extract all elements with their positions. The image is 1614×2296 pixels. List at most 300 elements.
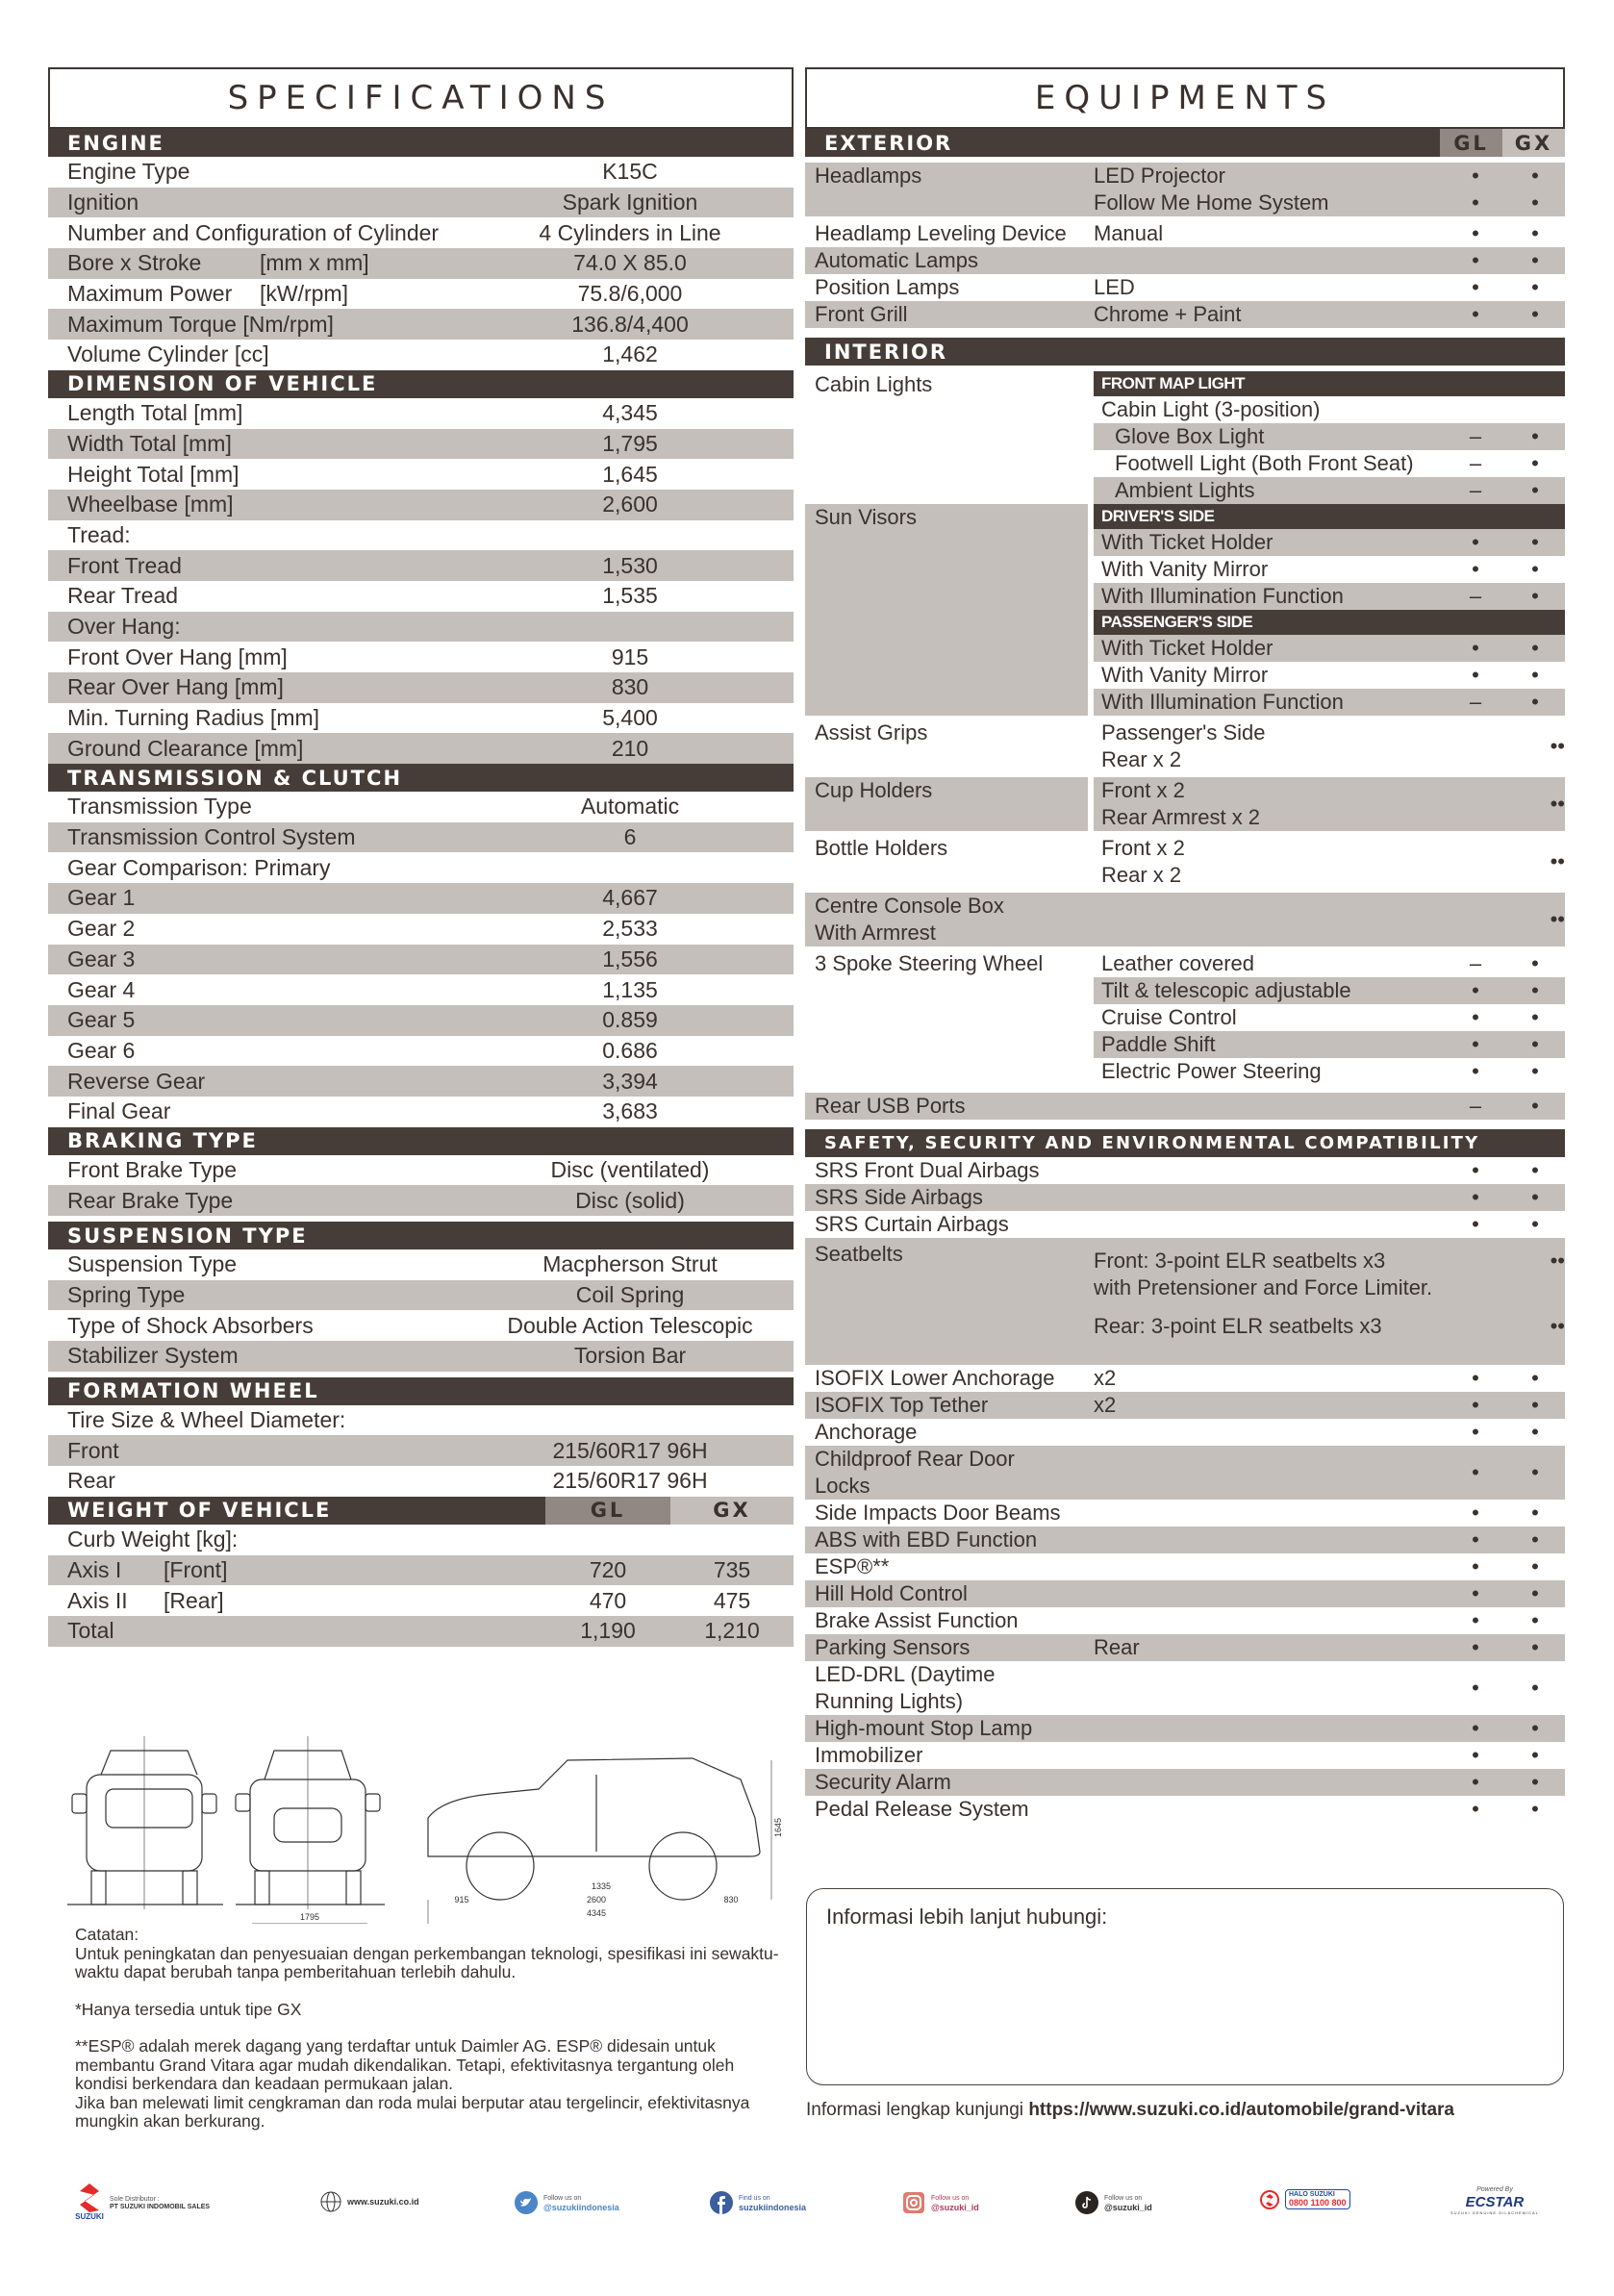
gl-availability: •	[1472, 1158, 1479, 1182]
gx-availability: •	[1531, 636, 1539, 660]
engine-heading: ENGINE	[48, 129, 794, 157]
spec-row	[48, 642, 794, 672]
spec-label: Number and Configuration of Cylinder	[67, 219, 440, 245]
globe-icon	[320, 2191, 341, 2212]
equipment-row	[805, 247, 1565, 274]
gx-availability: •	[1531, 1635, 1539, 1659]
equipment-desc: With Vanity Mirror	[1101, 557, 1269, 581]
gl-availability: •	[1472, 275, 1479, 299]
gx-availability: •	[1531, 1676, 1539, 1700]
gl-value: 1,190	[580, 1618, 636, 1644]
gl-availability: –	[1469, 690, 1482, 714]
height-label: 1645	[773, 1817, 783, 1838]
spec-label: Gear 6	[67, 1037, 136, 1063]
driver-side-heading: DRIVER'S SIDE	[1094, 504, 1565, 529]
equipment-desc: Tilt & telescopic adjustable	[1101, 978, 1351, 1002]
gl-availability: •	[1472, 557, 1479, 581]
equipment-line	[1094, 1031, 1565, 1058]
equipment-name: Assist Grips	[815, 720, 928, 744]
facebook-block[interactable]: Find us on suzukiindonesia	[710, 2191, 806, 2214]
tiktok-icon	[1075, 2191, 1098, 2214]
gx-availability: •	[1531, 248, 1539, 272]
spec-row	[48, 1435, 794, 1466]
spec-row	[48, 157, 794, 188]
equipment-name: Side Impacts Door Beams	[815, 1501, 1061, 1525]
gl-availability: •	[1550, 907, 1558, 931]
exterior-heading: EXTERIOR GL GX	[805, 129, 1565, 157]
equipment-row	[805, 1769, 1565, 1796]
gl-availability: •	[1472, 1581, 1479, 1605]
spec-label: Rear Brake Type	[67, 1187, 234, 1213]
spec-value: Double Action Telescopic	[507, 1312, 753, 1338]
equipment-name: High-mount Stop Lamp	[815, 1716, 1033, 1740]
spec-label: Front	[67, 1437, 119, 1463]
spec-row	[48, 1185, 794, 1216]
equipment-line	[1094, 477, 1565, 504]
spec-label: Gear 5	[67, 1007, 136, 1033]
equipment-desc	[1094, 1553, 1446, 1580]
equipment-row	[805, 893, 1565, 946]
equipment-desc	[1094, 1769, 1446, 1796]
footer	[0, 2183, 1614, 2241]
equipment-desc	[1094, 1607, 1446, 1634]
spec-row	[48, 792, 794, 822]
equipment-name: Parking Sensors	[815, 1635, 971, 1659]
weight-row	[48, 1616, 794, 1647]
spec-row	[48, 945, 794, 975]
weight-row	[48, 1585, 794, 1616]
spec-label: Suspension Type	[67, 1251, 238, 1277]
weight-unit: [Rear]	[164, 1587, 224, 1613]
equipment-row	[805, 1526, 1565, 1553]
spec-value: 136.8/4,400	[571, 311, 689, 337]
spec-value: Disc (solid)	[575, 1187, 685, 1213]
equipment-name: Sun Visors	[805, 504, 1088, 716]
spec-value: 0.859	[602, 1007, 658, 1033]
equipment-desc	[1094, 1419, 1446, 1446]
gx-availability: •	[1557, 792, 1565, 816]
rear-overhang-label: 830	[723, 1895, 739, 1905]
weight-label: Total	[67, 1618, 114, 1644]
spec-value: 74.0 X 85.0	[573, 250, 687, 276]
spec-row	[48, 248, 794, 279]
spec-value: 75.8/6,000	[577, 281, 683, 307]
visit-info: Informasi lengkap kunjungi https://www.suzuki.co.id/automobile/grand-vitara	[806, 2100, 1454, 2120]
spec-row	[48, 398, 794, 429]
gx-availability: •	[1531, 1366, 1539, 1390]
equipment-desc: x2	[1094, 1393, 1117, 1417]
spec-label: Front Tread	[67, 552, 182, 578]
spec-unit: [kW/rpm]	[260, 281, 348, 307]
spec-row	[48, 1036, 794, 1067]
spec-value: 2,533	[602, 916, 658, 942]
equipment-desc: Leather covered	[1101, 951, 1254, 975]
gx-availability: •	[1531, 1527, 1539, 1552]
halo-suzuki-icon	[1260, 2190, 1279, 2209]
gx-availability: •	[1531, 1608, 1539, 1632]
spec-value: 4,345	[602, 400, 658, 426]
gl-availability: •	[1472, 1554, 1479, 1578]
gl-availability: •	[1550, 734, 1558, 758]
notes-paragraph-3: **ESP® adalah merek dagang yang terdaftar untuk Daimler AG. ESP® didesain untuk membantu Grand Vitara agar mudah dikendalikan. Tetapi, efektivitasnya tergantung oleh kondisi berkendara dan keadaan permukaan jalan.	[75, 2036, 735, 2093]
spec-value: 215/60R17 96H	[552, 1437, 708, 1463]
instagram-block[interactable]: Follow us on @suzuki_id	[902, 2191, 979, 2214]
spec-label: Gear Comparison: Primary	[67, 854, 331, 880]
weight-heading: WEIGHT OF VEHICLE GL GX	[48, 1497, 794, 1525]
gx-availability: •	[1531, 1212, 1539, 1236]
spec-value: 1,645	[602, 461, 658, 487]
suzuki-logo-icon	[75, 2183, 104, 2212]
spec-value: 1,556	[602, 946, 658, 971]
gx-availability: •	[1531, 1743, 1539, 1767]
spec-value: 2,600	[602, 492, 658, 517]
equipment-desc	[1094, 1211, 1446, 1238]
equipment-name: Position Lamps	[815, 275, 960, 299]
equipment-desc	[1094, 1500, 1446, 1526]
twitter-block[interactable]: Follow us on @suzukiindonesia	[515, 2191, 619, 2214]
equipment-desc: With Ticket Holder	[1101, 530, 1274, 554]
equipment-line	[805, 247, 1565, 274]
equipment-desc	[1094, 247, 1446, 274]
equipment-desc: Ambient Lights	[1115, 478, 1255, 502]
spec-row	[48, 612, 794, 643]
center-dimension-label: 1335	[591, 1881, 612, 1891]
weight-row	[48, 1525, 794, 1555]
equipment-row	[805, 719, 1565, 773]
gx-availability: •	[1531, 1185, 1539, 1209]
equipment-name: SRS Front Dual Airbags	[815, 1158, 1040, 1182]
gx-availability: •	[1531, 584, 1539, 608]
weight-label: Axis II	[67, 1587, 128, 1613]
exterior-table	[805, 163, 1565, 328]
gx-value: 1,210	[704, 1618, 760, 1644]
gx-availability: •	[1531, 451, 1539, 475]
gl-availability: •	[1472, 190, 1479, 214]
gl-availability: •	[1472, 1059, 1479, 1083]
transmission-heading: TRANSMISSION & CLUTCH	[48, 764, 794, 792]
equipment-name: SRS Curtain Airbags	[815, 1212, 1009, 1236]
equipment-row	[805, 1742, 1565, 1769]
gx-availability: •	[1557, 1314, 1565, 1338]
length-label: 4345	[586, 1908, 607, 1918]
gx-availability: •	[1531, 1032, 1539, 1056]
equipment-row	[805, 1365, 1565, 1392]
safety-table	[805, 1157, 1565, 1823]
vehicle-dimension-drawing	[58, 1722, 808, 1924]
spec-label: Rear Tread	[67, 583, 179, 609]
equipment-name: Rear USB Ports	[815, 1094, 966, 1118]
specifications-column	[48, 67, 794, 1647]
gl-availability: •	[1472, 1005, 1479, 1029]
equipment-desc: Paddle Shift	[1101, 1032, 1216, 1056]
equipment-row	[805, 1715, 1565, 1742]
equipment-line	[1094, 529, 1565, 556]
gl-availability: –	[1469, 478, 1482, 502]
spec-label: Min. Turning Radius [mm]	[67, 705, 320, 731]
gl-availability: •	[1550, 792, 1558, 816]
equipment-line	[1094, 1058, 1565, 1085]
specifications-title: SPECIFICATIONS	[48, 67, 794, 129]
gx-availability: •	[1557, 1249, 1565, 1273]
gl-availability	[1446, 396, 1505, 423]
spec-row	[48, 1280, 794, 1311]
gl-availability: •	[1472, 636, 1479, 660]
equipment-name: Bottle Holders	[815, 836, 948, 860]
equipment-desc: Front: 3-point ELR seatbelts x3 with Pretensioner and Force Limiter.	[1094, 1249, 1433, 1299]
equipments-title: EQUIPMENTS	[805, 67, 1565, 129]
gl-availability: •	[1472, 1716, 1479, 1740]
spec-row	[48, 703, 794, 734]
website-link[interactable]: https://www.suzuki.co.id/automobile/grand-vitara	[1028, 2100, 1454, 2120]
gl-availability: •	[1472, 1635, 1479, 1659]
gl-availability: •	[1472, 164, 1479, 188]
gx-availability: •	[1531, 1094, 1539, 1118]
gl-availability: •	[1550, 849, 1558, 873]
interior-table	[805, 371, 1565, 1120]
spec-label: Maximum Power	[67, 281, 233, 307]
equipment-line	[1094, 1004, 1565, 1031]
equipment-name: Brake Assist Function	[815, 1608, 1019, 1632]
equipment-row	[805, 1419, 1565, 1446]
equipment-name: ABS with EBD Function	[815, 1527, 1038, 1552]
equipment-row	[805, 1093, 1565, 1120]
equipment-name: Pedal Release System	[815, 1797, 1029, 1821]
equipment-row	[805, 1661, 1565, 1715]
gl-availability: –	[1469, 584, 1482, 608]
gx-availability: •	[1531, 530, 1539, 554]
gl-availability: •	[1472, 1366, 1479, 1390]
spec-label: Height Total [mm]	[67, 461, 240, 487]
gx-availability: •	[1531, 478, 1539, 502]
gl-availability: •	[1472, 1770, 1479, 1794]
notes-paragraph-1: Untuk peningkatan dan penyesuaian dengan perkembangan teknologi, spesifikasi ini sewaktu-waktu dapat berubah tanpa pemberitahuan terlebih dahulu.	[75, 1943, 779, 1981]
spec-unit: [mm x mm]	[260, 250, 369, 276]
spec-row	[48, 429, 794, 460]
spec-row	[48, 974, 794, 1005]
spec-value: 1,795	[602, 430, 658, 456]
equipment-desc: Cabin Light (3-position)	[1101, 397, 1321, 421]
equipment-desc	[1094, 1184, 1446, 1211]
spec-row	[48, 733, 794, 764]
equipment-name: Anchorage	[815, 1420, 918, 1444]
spec-row	[48, 550, 794, 581]
gx-availability: •	[1531, 164, 1539, 188]
equipment-name: Security Alarm	[815, 1770, 951, 1794]
gx-availability: •	[1531, 1797, 1539, 1821]
spec-label: Volume Cylinder [cc]	[67, 341, 269, 367]
instagram-icon	[902, 2191, 925, 2214]
spec-value: Coil Spring	[575, 1282, 685, 1308]
suspension-heading: SUSPENSION TYPE	[48, 1222, 794, 1249]
front-overhang-label: 915	[454, 1895, 469, 1905]
halo-suzuki-block[interactable]: HALO SUZUKI 0800 1100 800	[1260, 2189, 1350, 2209]
equipment-name: ISOFIX Lower Anchorage	[815, 1366, 1055, 1390]
equipment-desc: Manual	[1094, 221, 1164, 245]
ecstar-block: Powered By ECSTAR SUZUKI GENUINE OIL&CHEMICAL	[1450, 2186, 1539, 2215]
equipment-desc: Footwell Light (Both Front Seat)	[1115, 451, 1414, 475]
spec-value: Spark Ignition	[562, 189, 698, 215]
rear-view-drawing	[67, 1736, 223, 1909]
engine-table	[48, 157, 794, 370]
equipment-desc: With Illumination Function	[1101, 690, 1344, 714]
spec-row	[48, 188, 794, 218]
equipment-name: Centre Console Box With Armrest	[805, 893, 1446, 946]
gx-availability: •	[1531, 1158, 1539, 1182]
equipment-name: Headlamps	[815, 164, 922, 188]
spec-label: Engine Type	[67, 159, 190, 185]
sun-visors-group	[805, 504, 1565, 716]
weight-label: Curb Weight [kg]:	[67, 1526, 239, 1552]
gx-availability: •	[1531, 1501, 1539, 1525]
equipment-line	[1094, 950, 1565, 977]
spec-value: Macpherson Strut	[542, 1251, 718, 1277]
width-dimension-label: 1795	[299, 1912, 320, 1922]
spec-row	[48, 672, 794, 703]
gx-value: 735	[713, 1556, 751, 1582]
gl-availability: •	[1472, 1797, 1479, 1821]
equipment-row	[805, 1446, 1565, 1500]
equipment-line	[1094, 450, 1565, 477]
equipment-desc: LED Projector	[1094, 164, 1225, 188]
spec-label: Reverse Gear	[67, 1068, 206, 1094]
equipment-line	[1094, 583, 1565, 610]
gl-value: 720	[589, 1556, 627, 1582]
spec-label: Bore x Stroke	[67, 250, 202, 276]
spec-label: Gear 1	[67, 885, 136, 911]
suzuki-logo-block: SUZUKI Sole Distributor : PT SUZUKI INDOMOBIL SALES	[75, 2183, 210, 2221]
spec-row	[48, 279, 794, 310]
gl-availability: •	[1472, 1393, 1479, 1417]
equipment-desc: Cruise Control	[1101, 1005, 1237, 1029]
spec-row	[48, 490, 794, 520]
equipment-name: Cup Holders	[805, 777, 1088, 831]
gl-availability: •	[1472, 1420, 1479, 1444]
spec-label: Tread:	[67, 521, 131, 547]
contact-label: Informasi lebih lanjut hubungi:	[826, 1905, 1108, 1929]
equipment-desc: x2	[1094, 1366, 1117, 1390]
spec-value: 210	[611, 735, 649, 761]
equipment-row	[805, 301, 1565, 328]
equipment-line	[805, 301, 1565, 328]
gx-availability: •	[1557, 849, 1565, 873]
gx-availability: •	[1531, 1581, 1539, 1605]
equipment-row	[805, 1211, 1565, 1238]
equipment-name: Cabin Lights	[815, 372, 933, 396]
gx-column-header: GX	[1502, 129, 1565, 157]
spec-row	[48, 1155, 794, 1186]
transmission-table	[48, 792, 794, 1127]
weight-table	[48, 1525, 794, 1647]
spec-row	[48, 1405, 794, 1436]
spec-label: Rear Over Hang [mm]	[67, 674, 284, 700]
equipment-row	[805, 220, 1565, 247]
gx-availability: •	[1531, 978, 1539, 1002]
equipment-row	[805, 1157, 1565, 1184]
gx-value: 475	[713, 1587, 751, 1613]
equipment-row	[805, 777, 1565, 831]
spec-label: Transmission Type	[67, 794, 252, 820]
gl-availability: •	[1472, 1032, 1479, 1056]
facebook-icon	[710, 2191, 733, 2214]
spec-label: Front Brake Type	[67, 1156, 237, 1182]
spec-value: Torsion Bar	[573, 1343, 687, 1369]
gx-column-header: GX	[670, 1497, 794, 1525]
gx-availability	[1505, 396, 1565, 423]
spec-value: Automatic	[580, 794, 680, 820]
gl-availability: –	[1469, 951, 1482, 975]
spec-row	[48, 822, 794, 853]
spec-row	[48, 520, 794, 551]
front-view-drawing	[236, 1736, 385, 1924]
gx-availability: •	[1531, 951, 1539, 975]
equipment-desc: Rear	[1094, 1635, 1140, 1659]
gl-availability: •	[1472, 1501, 1479, 1525]
equipment-line	[1094, 977, 1565, 1004]
equipment-name: Automatic Lamps	[815, 248, 978, 272]
spec-label: Gear 2	[67, 916, 136, 942]
equipment-row	[805, 1553, 1565, 1580]
gl-availability: •	[1472, 221, 1479, 245]
wheelbase-label: 2600	[586, 1895, 607, 1905]
equipment-desc: With Illumination Function	[1101, 584, 1344, 608]
equipment-desc: Passenger's Side Rear x 2	[1101, 720, 1266, 771]
notes-section	[75, 1926, 787, 2132]
spec-value: 1,462	[602, 341, 658, 367]
spec-value: 4,667	[602, 885, 658, 911]
equipment-desc: With Ticket Holder	[1101, 636, 1274, 660]
spec-value: 1,135	[602, 976, 658, 1002]
equipments-column	[805, 67, 1565, 1823]
gx-availability: •	[1531, 275, 1539, 299]
spec-value: 4 Cylinders in Line	[539, 219, 721, 245]
wheel-heading: FORMATION WHEEL	[48, 1377, 794, 1405]
equipment-name: SRS Side Airbags	[815, 1185, 983, 1209]
twitter-icon	[515, 2191, 538, 2214]
spec-value: 3,683	[602, 1098, 658, 1124]
equipment-desc	[1094, 1796, 1446, 1823]
equipment-desc	[1094, 1526, 1446, 1553]
tiktok-block[interactable]: Follow us on @suzuki_id	[1075, 2191, 1152, 2214]
spec-row	[48, 883, 794, 914]
equipment-line	[1094, 396, 1565, 423]
equipment-line	[805, 274, 1565, 301]
equipment-name: LED-DRL (Daytime Running Lights)	[815, 1662, 996, 1713]
spec-label: Final Gear	[67, 1098, 171, 1124]
equipment-line	[805, 163, 1565, 189]
weight-row	[48, 1555, 794, 1586]
equipment-row	[805, 1796, 1565, 1823]
equipment-line	[1094, 556, 1565, 583]
equipment-desc: Rear: 3-point ELR seatbelts x3	[1094, 1314, 1382, 1338]
spec-value: K15C	[602, 159, 658, 185]
gx-availability: •	[1531, 1554, 1539, 1578]
front-map-light-heading: FRONT MAP LIGHT	[1094, 371, 1565, 396]
equipment-row	[805, 1392, 1565, 1419]
gx-availability: •	[1531, 663, 1539, 687]
equipment-line	[805, 220, 1565, 247]
contact-box	[806, 1888, 1564, 2085]
notes-paragraph-4: Jika ban melewati limit cengkraman dan roda mulai berputar atau tergelincir, efektivitasnya mungkin akan berkurang.	[75, 2092, 750, 2131]
equipment-desc: Glove Box Light	[1115, 424, 1265, 448]
gl-availability: –	[1469, 424, 1482, 448]
spec-row	[48, 1097, 794, 1127]
website-block[interactable]: www.suzuki.co.id	[320, 2191, 419, 2212]
cabin-lights-group	[805, 371, 1565, 504]
suzuki-wordmark: SUZUKI	[75, 2212, 104, 2221]
equipment-desc	[1094, 1580, 1446, 1607]
gl-availability: •	[1472, 978, 1479, 1002]
equipment-line	[1094, 662, 1565, 689]
